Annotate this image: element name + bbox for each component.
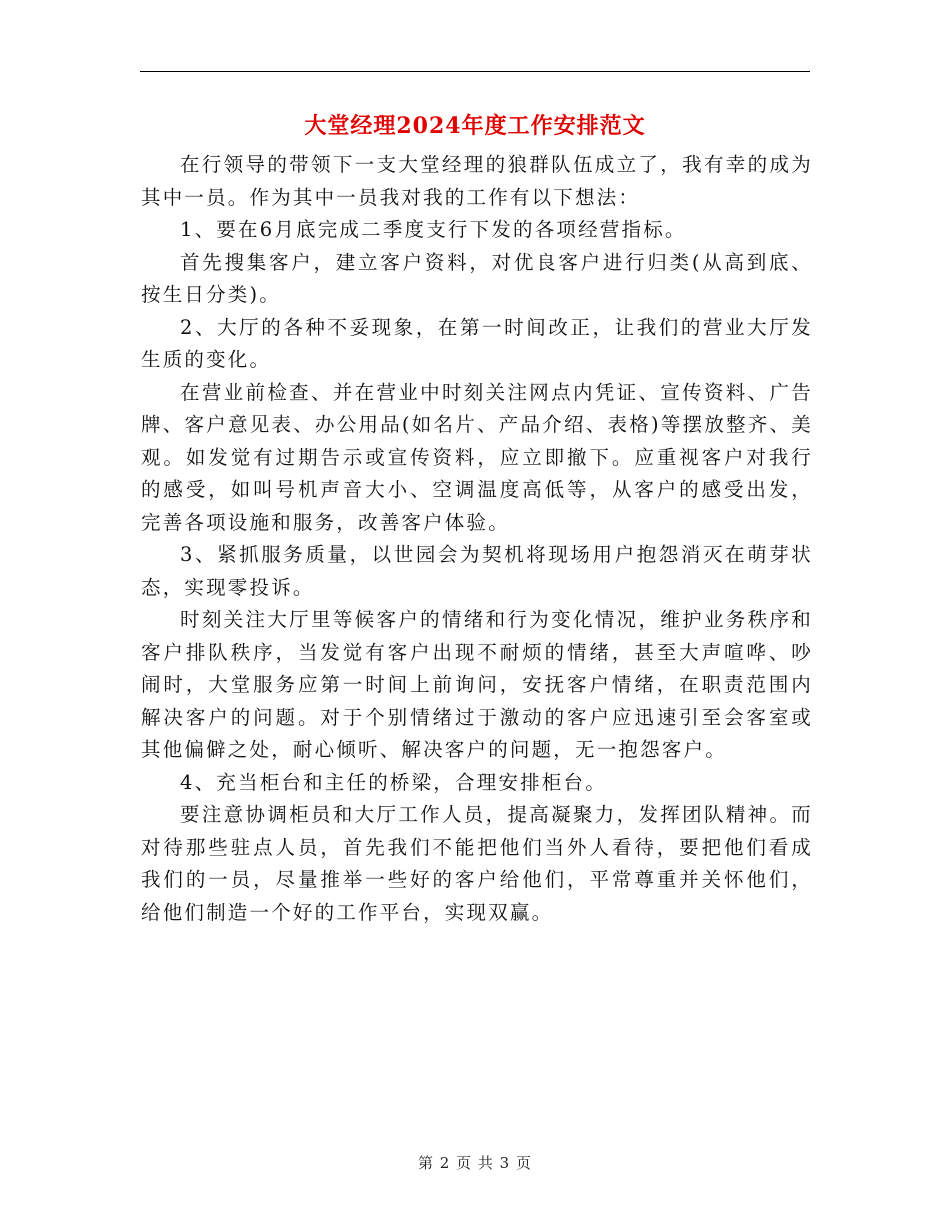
paragraph-point-4: 4、充当柜台和主任的桥梁，合理安排柜台。 <box>180 770 607 794</box>
paragraph-point-2: 2、大厅的各种不妥现象，在第一时间改正，让我们的营业大厅发生质的变化。 <box>141 315 813 371</box>
header-rule <box>140 71 810 72</box>
paragraph-point-2-detail: 在营业前检查、并在营业中时刻关注网点内凭证、宣传资料、广告牌、客户意见表、办公用品(如名片、产品介绍、表格)等摆放整齐、美观。如发觉有过期告示或宣传资料，应立即撤下。应重视客户对我行的感受，如叫号机声音大小、空调温度高低等，从客户的感受出发，完善各项设施和服务，改善客户体验。 <box>141 380 813 534</box>
paragraph-point-3: 3、紧抓服务质量，以世园会为契机将现场用户抱怨消灭在萌芽状态，实现零投诉。 <box>141 543 813 599</box>
paragraph-point-1-detail: 首先搜集客户，建立客户资料，对优良客户进行归类(从高到底、按生日分类)。 <box>141 250 813 306</box>
paragraph-point-1: 1、要在6月底完成二季度支行下发的各项经营指标。 <box>180 218 687 241</box>
paragraph-point-4-detail: 要注意协调柜员和大厅工作人员，提高凝聚力，发挥团队精神。而对待那些驻点人员，首先我们不能把他们当外人看待，要把他们看成我们的一员，尽量推举一些好的客户给他们，平常尊重并关怀他们，给他们制造一个好的工作平台，实现双赢。 <box>141 803 813 924</box>
document-title: 大堂经理2024年度工作安排范文 <box>304 113 646 139</box>
paragraph-intro: 在行领导的带领下一支大堂经理的狼群队伍成立了，我有幸的成为其中一员。作为其中一员我对我的工作有以下想法： <box>141 153 813 209</box>
document-body <box>141 149 813 929</box>
page-number: 第 2 页 共 3 页 <box>418 1154 532 1172</box>
paragraph-point-3-detail: 时刻关注大厅里等候客户的情绪和行为变化情况，维护业务秩序和客户排队秩序，当发觉有客户出现不耐烦的情绪，甚至大声喧哗、吵闹时，大堂服务应第一时间上前询问，安抚客户情绪，在职责范围内解决客户的问题。对于个别情绪过于激动的客户应迅速引至会客室或其他偏僻之处，耐心倾听、解决客户的问题，无一抱怨客户。 <box>141 608 813 761</box>
